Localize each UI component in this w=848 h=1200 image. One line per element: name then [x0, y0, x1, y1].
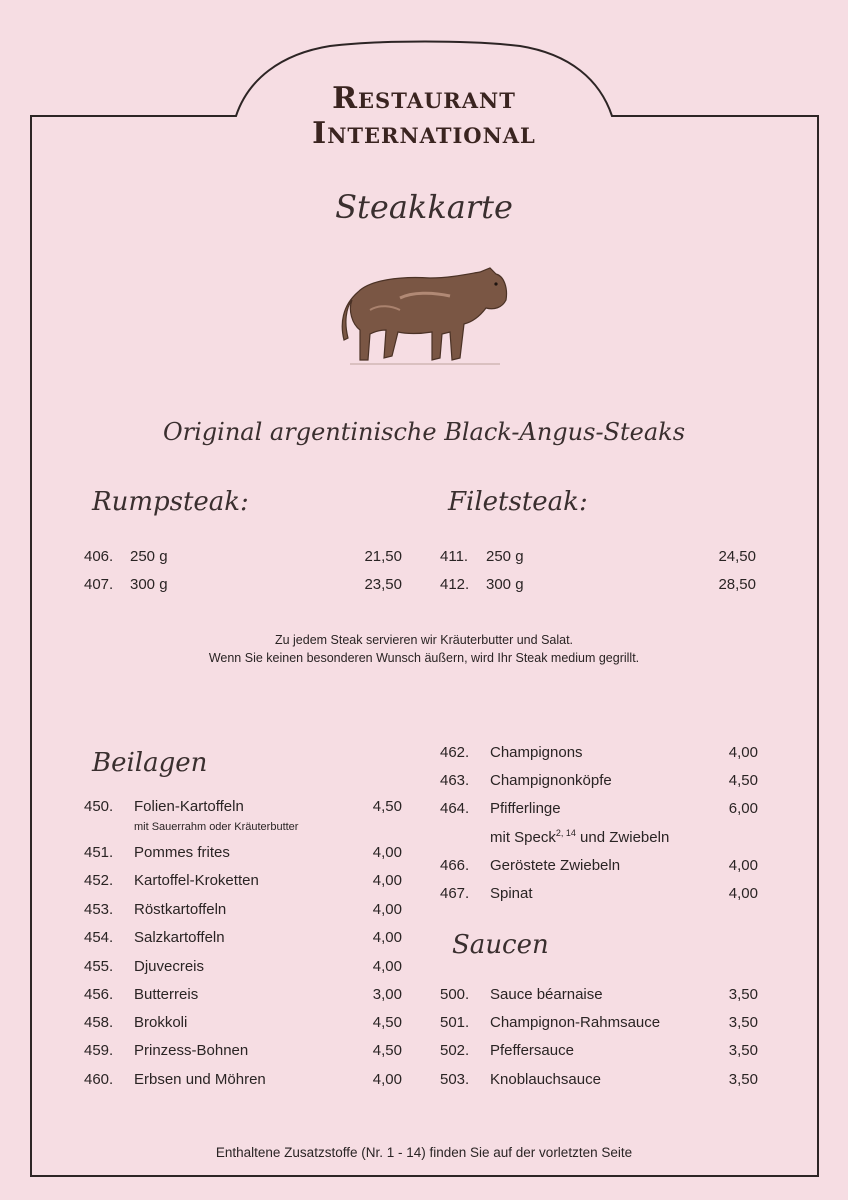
item-price: 4,50 [372, 798, 402, 815]
item-number: 466. [440, 857, 470, 874]
item-name: Butterreis [134, 986, 199, 1003]
item-name: Pfifferlinge [490, 800, 561, 817]
menu-item [440, 882, 760, 906]
menu-item [440, 1039, 760, 1063]
restaurant-title-line1: Restaurant [332, 81, 516, 116]
item-price: 4,00 [372, 1071, 402, 1088]
item-name: Erbsen und Möhren [134, 1071, 266, 1088]
item-price: 3,50 [728, 1042, 758, 1059]
rumpsteak-heading: Rumpsteak: [92, 487, 249, 517]
item-number: 467. [440, 885, 470, 902]
item-number: 406. [84, 548, 114, 565]
menu-item [440, 1068, 760, 1092]
menu-item [440, 573, 760, 597]
item-number: 501. [440, 1014, 470, 1031]
item-number: 451. [84, 844, 114, 861]
menu-item [84, 1068, 404, 1092]
item-price: 4,00 [372, 958, 402, 975]
menu-item [440, 741, 760, 765]
item-name: Pommes frites [134, 844, 230, 861]
item-name: Champignons [490, 744, 583, 761]
bull-icon [340, 262, 512, 372]
steak-note-line2: Wenn Sie keinen besonderen Wunsch äußern, wird Ihr Steak medium gegrillt. [208, 651, 640, 665]
item-number: 455. [84, 958, 114, 975]
footer-note: Enthaltene Zusatzstoffe (Nr. 1 - 14) finden Sie auf der vorletzten Seite [215, 1145, 633, 1160]
item-name: 250 g [486, 548, 524, 565]
saucen-heading: Saucen [452, 930, 549, 960]
menu-item [84, 983, 404, 1007]
menu-item [84, 841, 404, 865]
menu-item [440, 545, 760, 569]
item-price: 4,00 [372, 872, 402, 889]
item-price: 4,50 [372, 1014, 402, 1031]
item-name-suffix: und Zwiebeln [575, 829, 670, 846]
item-number: 450. [84, 798, 114, 815]
item-name: Champignonköpfe [490, 772, 612, 789]
menu-item [84, 955, 404, 979]
item-number: 452. [84, 872, 114, 889]
item-number: 459. [84, 1042, 114, 1059]
item-number: 500. [440, 986, 470, 1003]
item-price: 4,00 [372, 901, 402, 918]
item-number: 464. [440, 800, 470, 817]
item-name: 300 g [130, 576, 168, 593]
item-number: 460. [84, 1071, 114, 1088]
item-number: 412. [440, 576, 470, 593]
item-number: 502. [440, 1042, 470, 1059]
item-name: Salzkartoffeln [134, 929, 225, 946]
item-name: mit Speck [490, 829, 556, 846]
item-number: 411. [440, 548, 469, 565]
menu-item [84, 573, 404, 597]
steakkarte-subtitle: Steakkarte [335, 188, 513, 226]
item-price: 21,50 [364, 548, 402, 565]
item-price: 3,50 [728, 986, 758, 1003]
beilagen-heading: Beilagen [92, 748, 208, 778]
item-name: Kartoffel-Kroketten [134, 872, 259, 889]
item-price: 23,50 [364, 576, 402, 593]
item-name: Spinat [490, 885, 533, 902]
menu-item [84, 795, 404, 819]
item-price: 4,00 [728, 744, 758, 761]
tagline: Original argentinische Black-Angus-Steaks [162, 418, 686, 446]
menu-item [84, 545, 404, 569]
item-price: 28,50 [718, 576, 756, 593]
item-number: 458. [84, 1014, 114, 1031]
item-name: 250 g [130, 548, 168, 565]
steak-note-line1: Zu jedem Steak servieren wir Kräuterbutter und Salat. [274, 633, 574, 647]
item-name: Röstkartoffeln [134, 901, 227, 918]
item-price: 4,00 [728, 857, 758, 874]
item-number: 454. [84, 929, 114, 946]
menu-item [84, 1011, 404, 1035]
menu-item [84, 869, 404, 893]
item-name: 300 g [486, 576, 524, 593]
menu-item [440, 854, 760, 878]
item-price: 4,00 [372, 929, 402, 946]
item-price: 6,00 [728, 800, 758, 817]
additive-superscript: 2, 14 [555, 828, 576, 838]
item-name: Sauce béarnaise [490, 986, 603, 1003]
item-number: 503. [440, 1071, 470, 1088]
item-price: 3,00 [372, 986, 402, 1003]
item-name: Prinzess-Bohnen [134, 1042, 249, 1059]
restaurant-title-line2: International [312, 116, 536, 151]
item-number: 453. [84, 901, 114, 918]
menu-item-detail [440, 826, 760, 850]
item-price: 4,00 [728, 885, 758, 902]
item-name: Folien-Kartoffeln [134, 798, 244, 815]
item-price: 3,50 [728, 1071, 758, 1088]
item-number: 456. [84, 986, 114, 1003]
item-number: 463. [440, 772, 470, 789]
item-price: 3,50 [728, 1014, 758, 1031]
item-price: 4,50 [372, 1042, 402, 1059]
item-name: Champignon-Rahmsauce [490, 1014, 661, 1031]
menu-item [440, 983, 760, 1007]
item-price: 4,50 [728, 772, 758, 789]
menu-item [84, 926, 404, 950]
item-name: Brokkoli [134, 1014, 188, 1031]
menu-item [440, 769, 760, 793]
item-name: Pfeffersauce [490, 1042, 574, 1059]
item-name: Knoblauchsauce [490, 1071, 601, 1088]
item-note: mit Sauerrahm oder Kräuterbutter [134, 821, 299, 833]
item-price: 4,00 [372, 844, 402, 861]
menu-item [440, 797, 760, 821]
menu-item [440, 1011, 760, 1035]
item-price: 24,50 [718, 548, 756, 565]
menu-item [84, 898, 404, 922]
menu-item [84, 1039, 404, 1063]
item-name: Geröstete Zwiebeln [490, 857, 621, 874]
item-name: Djuvecreis [134, 958, 205, 975]
filetsteak-heading: Filetsteak: [448, 487, 588, 517]
item-number: 407. [84, 576, 114, 593]
item-number: 462. [440, 744, 470, 761]
